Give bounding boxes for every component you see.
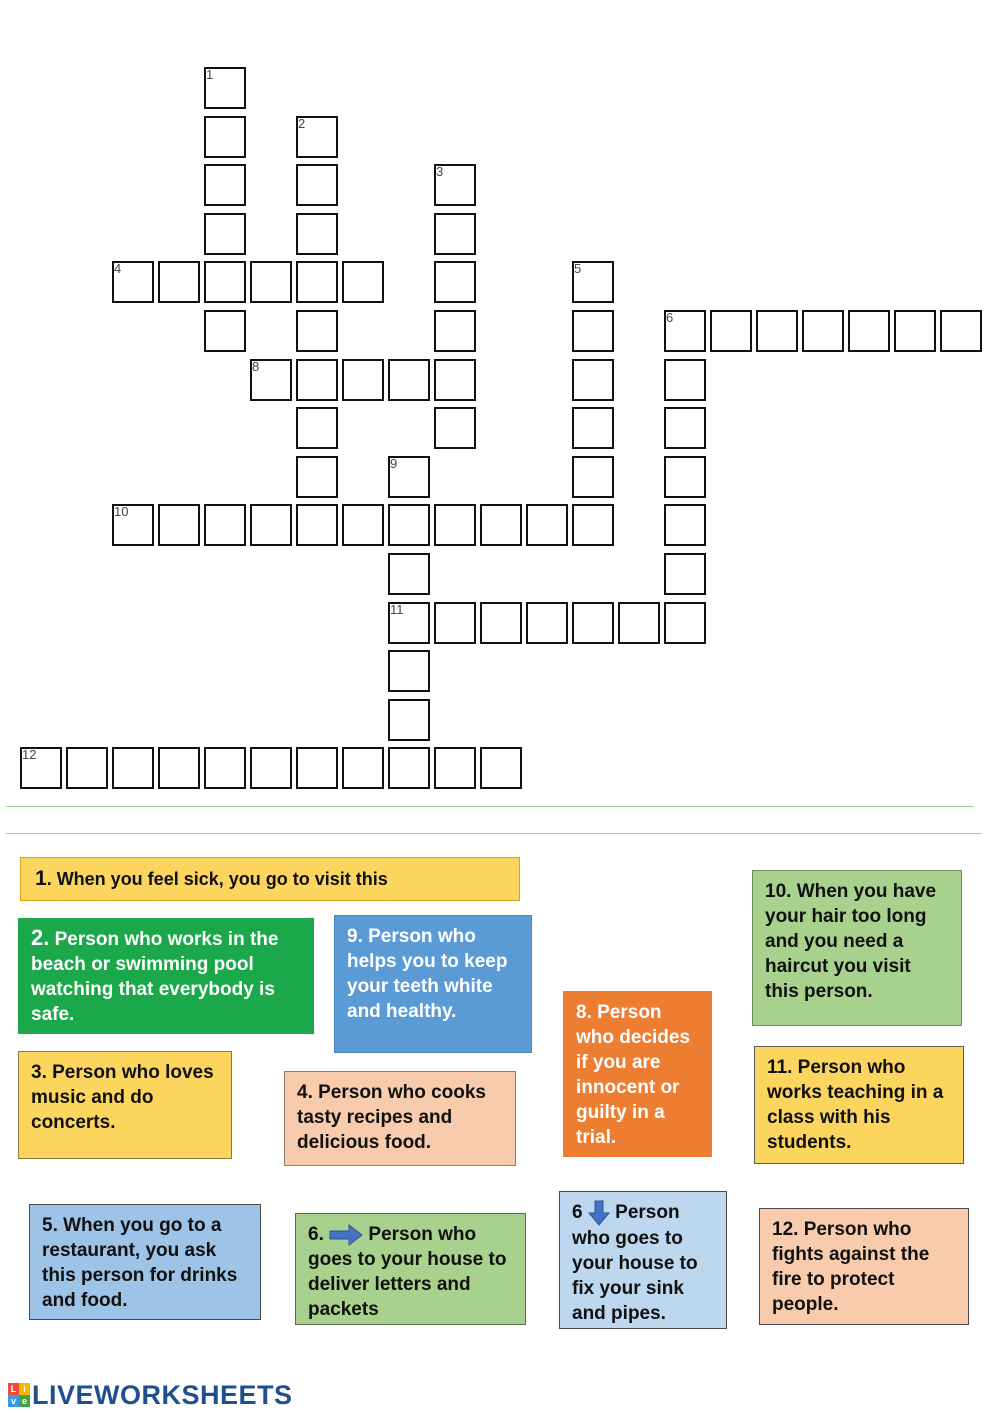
logo-badge-icon: L i v e xyxy=(8,1383,30,1407)
clue-number: 10 xyxy=(114,504,129,519)
crossword-cell[interactable] xyxy=(66,747,108,789)
crossword-cell[interactable] xyxy=(250,359,292,401)
crossword-cell[interactable] xyxy=(664,359,706,401)
clue-number: 9 xyxy=(390,456,398,471)
crossword-cell[interactable] xyxy=(940,310,982,352)
crossword-cell[interactable] xyxy=(158,504,200,546)
clue-1: 1. When you feel sick, you go to visit this xyxy=(20,857,520,901)
crossword-cell[interactable] xyxy=(296,407,338,449)
crossword-cell[interactable] xyxy=(158,747,200,789)
crossword-cell[interactable] xyxy=(296,213,338,255)
crossword-cell[interactable] xyxy=(296,116,338,158)
crossword-cell[interactable] xyxy=(112,261,154,303)
arrow-right-icon xyxy=(329,1224,363,1246)
crossword-cell[interactable] xyxy=(296,310,338,352)
crossword-cell[interactable] xyxy=(572,359,614,401)
crossword-cell[interactable] xyxy=(388,650,430,692)
crossword-cell[interactable] xyxy=(204,261,246,303)
crossword-cell[interactable] xyxy=(526,504,568,546)
crossword-cell[interactable] xyxy=(158,261,200,303)
crossword-cell[interactable] xyxy=(296,504,338,546)
crossword-cell[interactable] xyxy=(434,213,476,255)
crossword-cell[interactable] xyxy=(296,747,338,789)
clue-5: 5. When you go to a restaurant, you ask this person for drinks and food. xyxy=(29,1204,261,1320)
crossword-cell[interactable] xyxy=(296,359,338,401)
crossword-cell[interactable] xyxy=(664,553,706,595)
crossword-cell[interactable] xyxy=(480,747,522,789)
clue-8: 8. Person who decides if you are innocent or guilty in a trial. xyxy=(563,991,712,1157)
crossword-cell[interactable] xyxy=(296,164,338,206)
crossword-cell[interactable] xyxy=(112,747,154,789)
crossword-cell[interactable] xyxy=(20,747,62,789)
crossword-cell[interactable] xyxy=(572,504,614,546)
crossword-cell[interactable] xyxy=(848,310,890,352)
crossword-cell[interactable] xyxy=(618,602,660,644)
crossword-cell[interactable] xyxy=(480,602,522,644)
crossword-cell[interactable] xyxy=(388,602,430,644)
crossword-cell[interactable] xyxy=(664,310,706,352)
crossword-cell[interactable] xyxy=(526,602,568,644)
clue-number: 6 xyxy=(666,310,674,325)
clue-9: 9. Person who helps you to keep your teeth white and healthy. xyxy=(334,915,532,1053)
separator-line xyxy=(6,833,982,834)
crossword-cell[interactable] xyxy=(204,164,246,206)
separator-line xyxy=(6,806,974,807)
crossword-cell[interactable] xyxy=(204,213,246,255)
crossword-cell[interactable] xyxy=(664,456,706,498)
crossword-cell[interactable] xyxy=(664,504,706,546)
crossword-cell[interactable] xyxy=(434,164,476,206)
crossword-cell[interactable] xyxy=(388,456,430,498)
crossword-cell[interactable] xyxy=(434,261,476,303)
liveworksheets-logo xyxy=(8,1380,293,1410)
clue-11: 11. Person who works teaching in a class with his students. xyxy=(754,1046,964,1164)
clue-2: 2. Person who works in the beach or swimming pool watching that everybody is safe. xyxy=(18,918,314,1034)
clue-number: 3 xyxy=(436,164,444,179)
clue-number: 1 xyxy=(206,67,214,82)
crossword-cell[interactable] xyxy=(388,747,430,789)
crossword-cell[interactable] xyxy=(388,504,430,546)
logo-text: LIVEWORKSHEETS xyxy=(32,1379,293,1410)
crossword-cell[interactable] xyxy=(434,359,476,401)
clue-number: 5 xyxy=(574,261,582,276)
crossword-cell[interactable] xyxy=(572,407,614,449)
crossword-cell[interactable] xyxy=(250,261,292,303)
clue-6-down: 6 Person who goes to your house to fix your sink and pipes. xyxy=(559,1191,727,1329)
clue-number: 4 xyxy=(114,261,122,276)
crossword-cell[interactable] xyxy=(710,310,752,352)
crossword-cell[interactable] xyxy=(342,359,384,401)
crossword-cell[interactable] xyxy=(296,456,338,498)
crossword-cell[interactable] xyxy=(664,407,706,449)
crossword-cell[interactable] xyxy=(434,310,476,352)
crossword-cell[interactable] xyxy=(250,747,292,789)
clue-number: 11 xyxy=(390,602,404,617)
crossword-cell[interactable] xyxy=(388,553,430,595)
clue-3: 3. Person who loves music and do concerts. xyxy=(18,1051,232,1159)
crossword-cell[interactable] xyxy=(204,116,246,158)
crossword-cell[interactable] xyxy=(802,310,844,352)
crossword-cell[interactable] xyxy=(388,359,430,401)
crossword-cell[interactable] xyxy=(572,602,614,644)
crossword-cell[interactable] xyxy=(894,310,936,352)
clue-6-across: 6. Person who goes to your house to deliver letters and packets xyxy=(295,1213,526,1325)
crossword-cell[interactable] xyxy=(112,504,154,546)
crossword-cell[interactable] xyxy=(434,407,476,449)
crossword-cell[interactable] xyxy=(572,456,614,498)
clue-number: 12 xyxy=(22,747,37,762)
arrow-down-icon xyxy=(588,1200,610,1226)
clue-number: 2 xyxy=(298,116,306,131)
crossword-cell[interactable] xyxy=(434,747,476,789)
crossword-cell[interactable] xyxy=(204,310,246,352)
clue-4: 4. Person who cooks tasty recipes and delicious food. xyxy=(284,1071,516,1166)
crossword-cell[interactable] xyxy=(434,602,476,644)
crossword-cell[interactable] xyxy=(342,747,384,789)
crossword-cell[interactable] xyxy=(572,261,614,303)
clue-12: 12. Person who fights against the fire to protect people. xyxy=(759,1208,969,1325)
crossword-cell[interactable] xyxy=(388,699,430,741)
crossword-cell[interactable] xyxy=(572,310,614,352)
crossword-cell[interactable] xyxy=(204,67,246,109)
clue-10: 10. When you have your hair too long and you need a haircut you visit this person. xyxy=(752,870,962,1026)
clue-number: 8 xyxy=(252,359,260,374)
crossword-cell[interactable] xyxy=(434,504,476,546)
crossword-cell[interactable] xyxy=(756,310,798,352)
crossword-cell[interactable] xyxy=(204,504,246,546)
crossword-cell[interactable] xyxy=(480,504,522,546)
crossword-cell[interactable] xyxy=(342,261,384,303)
crossword-cell[interactable] xyxy=(250,504,292,546)
crossword-cell[interactable] xyxy=(664,602,706,644)
crossword-cell[interactable] xyxy=(342,504,384,546)
crossword-cell[interactable] xyxy=(296,261,338,303)
crossword-cell[interactable] xyxy=(204,747,246,789)
